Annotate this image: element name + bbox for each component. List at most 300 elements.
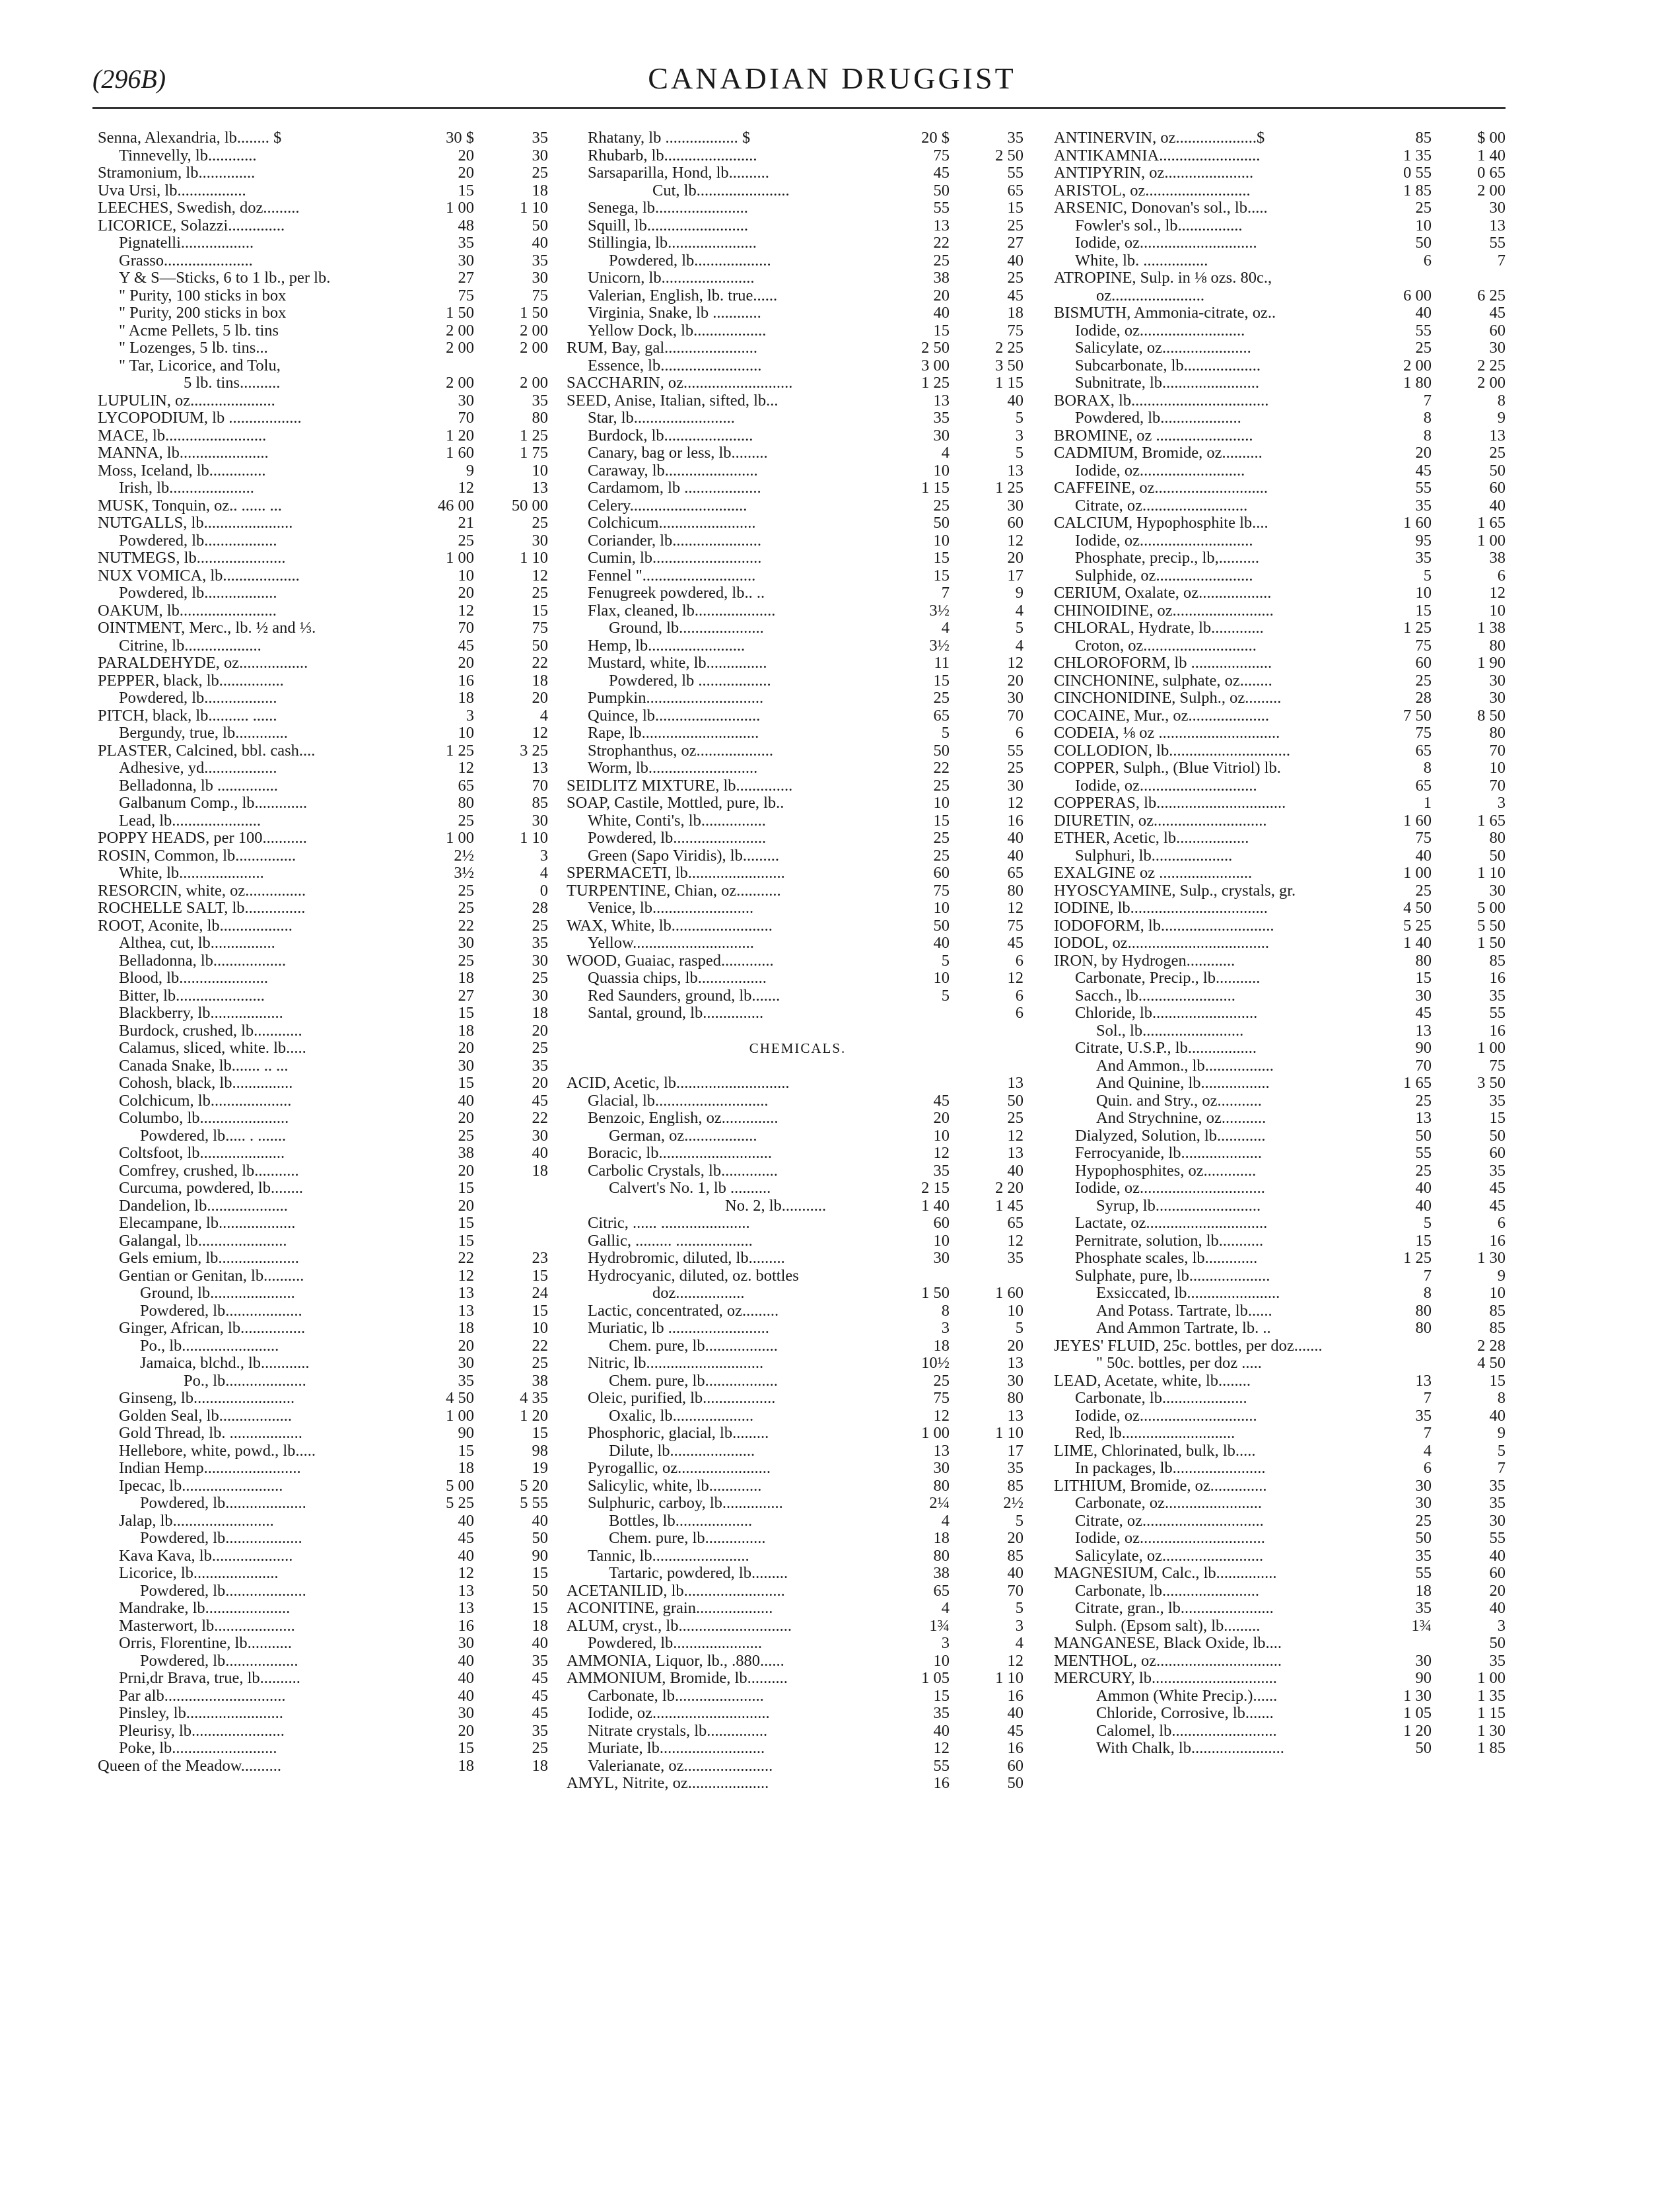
price-high: 35	[532, 1651, 548, 1670]
item-name: RESORCIN, white, oz...............	[98, 881, 306, 900]
price-low: 1 00	[1403, 864, 1432, 882]
price-high: 35	[532, 1721, 548, 1740]
price-row	[98, 830, 553, 847]
price-row	[1054, 760, 1511, 777]
item-name: Tartaric, powdered, lb.........	[609, 1564, 788, 1582]
price-low: 40	[458, 1651, 474, 1670]
price-high: 1 30	[1477, 1721, 1506, 1740]
item-name: Powdered, lb..... . .......	[140, 1126, 287, 1145]
price-high: 1 20	[520, 1406, 548, 1425]
item-name: Dialyzed, Solution, lb............	[1075, 1126, 1266, 1145]
price-row	[567, 1425, 1029, 1443]
price-high: 25	[532, 916, 548, 935]
price-low: 1 00	[446, 829, 474, 847]
item-name: With Chalk, lb.......................	[1096, 1739, 1284, 1757]
price-low: 50	[1415, 234, 1432, 252]
price-high: 85	[1007, 1476, 1023, 1495]
item-name: CHLOROFORM, lb ....................	[1054, 654, 1272, 672]
price-low: 55	[1415, 321, 1432, 339]
price-low: 1 15	[921, 479, 950, 497]
item-name: Senega, lb.......................	[588, 199, 748, 217]
price-low: 15	[933, 671, 950, 690]
price-row	[567, 742, 1029, 760]
item-name: Hydrocyanic, diluted, oz. bottles	[588, 1266, 799, 1285]
price-row	[1054, 1478, 1511, 1495]
item-name: BROMINE, oz ........................	[1054, 426, 1253, 445]
item-name: Phosphoric, glacial, lb.........	[588, 1424, 769, 1442]
price-row	[1054, 1408, 1511, 1425]
price-row	[1054, 357, 1511, 375]
item-name: Gels emium, lb....................	[119, 1249, 299, 1267]
price-low: 60	[933, 1214, 950, 1232]
price-high: 20	[1007, 671, 1023, 690]
price-high: 35	[532, 129, 548, 147]
item-name: MAGNESIUM, Calc., lb...............	[1054, 1564, 1277, 1582]
item-name: ANTIKAMNIA.........................	[1054, 146, 1261, 164]
price-row	[567, 1600, 1029, 1618]
price-low: 1 50	[921, 1284, 950, 1302]
item-name: JEYES' FLUID, 25c. bottles, per doz.......	[1054, 1336, 1323, 1355]
price-high: 35	[1007, 1249, 1023, 1267]
price-low: 65	[1415, 776, 1432, 795]
price-high: 25	[1007, 216, 1023, 234]
price-high: 3	[1015, 1616, 1023, 1635]
item-name: LICORICE, Solazzi..............	[98, 216, 285, 234]
price-row	[1054, 900, 1511, 917]
item-name: doz.................	[652, 1284, 745, 1302]
item-name: Columbo, lb......................	[119, 1109, 289, 1127]
price-row	[567, 1495, 1029, 1513]
price-low: 12	[933, 1406, 950, 1425]
item-name: Licorice, lb.....................	[119, 1564, 279, 1582]
price-row	[1054, 410, 1511, 427]
price-high: 25	[532, 1039, 548, 1057]
price-high: 70	[1489, 741, 1506, 760]
price-high: 1 15	[1477, 1704, 1506, 1722]
price-row	[98, 252, 553, 270]
item-name: MANNA, lb......................	[98, 444, 269, 462]
price-row	[567, 1320, 1029, 1338]
price-high: 1 10	[1477, 864, 1506, 882]
price-row	[1054, 725, 1511, 742]
price-row	[567, 847, 1029, 865]
item-name: COPPERAS, lb................................	[1054, 794, 1286, 812]
item-name: Phosphate scales, lb.............	[1075, 1249, 1258, 1267]
item-name: Rape, lb.............................	[588, 724, 759, 742]
price-high: 27	[1007, 234, 1023, 252]
price-low: 45	[1415, 461, 1432, 480]
price-high: 5	[1015, 444, 1023, 462]
price-row	[567, 987, 1029, 1005]
price-row	[567, 199, 1029, 217]
price-low: 40	[1415, 846, 1432, 865]
price-row	[1054, 1565, 1511, 1583]
item-name: Caraway, lb.......................	[588, 461, 758, 480]
price-row	[98, 602, 553, 620]
price-low: 65	[1415, 741, 1432, 760]
item-name: Iodide, oz.............................	[1075, 1406, 1257, 1425]
price-low: 10	[933, 1126, 950, 1145]
price-low: 20	[1415, 444, 1432, 462]
item-name: Adhesive, yd..................	[119, 759, 277, 777]
price-high: 2 00	[520, 339, 548, 357]
price-low: 7	[941, 584, 950, 602]
price-high: 60	[1489, 1564, 1506, 1582]
price-high: 12	[1007, 654, 1023, 672]
price-row	[98, 1022, 553, 1040]
price-low: 20	[458, 1161, 474, 1180]
price-high: 30	[532, 986, 548, 1005]
price-high: 45	[1489, 1196, 1506, 1215]
price-column-2	[567, 129, 1029, 1793]
price-low: 4	[941, 1511, 950, 1530]
item-name: TURPENTINE, Chian, oz...........	[567, 881, 781, 900]
item-name: Iodide, oz..........................	[1075, 461, 1245, 480]
price-low: 21	[458, 514, 474, 532]
item-name: Oleic, purified, lb..................	[588, 1389, 776, 1407]
price-low: 55	[933, 1756, 950, 1775]
price-high: 50	[532, 1529, 548, 1547]
price-high: 1 30	[1477, 1249, 1506, 1267]
item-name: Poke, lb..........................	[119, 1739, 277, 1757]
item-name: ARISTOL, oz..........................	[1054, 181, 1251, 199]
item-name: Subnitrate, lb........................	[1075, 374, 1260, 392]
price-high: 12	[1007, 1651, 1023, 1670]
price-low: 45	[933, 1091, 950, 1110]
price-low: 30	[458, 1056, 474, 1075]
item-name: ANTINERVIN, oz....................$	[1054, 129, 1265, 147]
price-high: 40	[1007, 1704, 1023, 1722]
price-high: 1 90	[1477, 654, 1506, 672]
item-name: Canada Snake, lb....... .. ...	[119, 1056, 289, 1075]
price-high: 15	[1489, 1109, 1506, 1127]
price-row	[98, 1565, 553, 1583]
price-row	[98, 1162, 553, 1180]
price-row	[98, 567, 553, 585]
price-high: 45	[532, 1704, 548, 1722]
price-high: 40	[1489, 1406, 1506, 1425]
item-name: LEAD, Acetate, white, lb........	[1054, 1371, 1251, 1390]
price-low: 35	[1415, 1599, 1432, 1617]
item-name: And Strychnine, oz...........	[1096, 1109, 1266, 1127]
item-name: Exsiccated, lb.......................	[1096, 1284, 1280, 1302]
price-low: 1 85	[1403, 181, 1432, 199]
item-name: COCAINE, Mur., oz....................	[1054, 706, 1269, 725]
price-low: 1 35	[1403, 146, 1432, 164]
price-high: 8	[1497, 1389, 1506, 1407]
item-name: Prni,dr Brava, true, lb..........	[119, 1669, 300, 1687]
item-name: Fowler's sol., lb................	[1075, 216, 1243, 234]
price-high: 5	[1015, 619, 1023, 637]
price-high: 3 50	[995, 356, 1023, 375]
price-high: 30	[1007, 1371, 1023, 1390]
item-name: PITCH, black, lb.......... ......	[98, 706, 277, 725]
price-high: 1 10	[995, 1424, 1023, 1442]
price-row	[567, 585, 1029, 602]
price-low: 30	[458, 1704, 474, 1722]
price-row	[1054, 1320, 1511, 1338]
price-row	[98, 1723, 553, 1740]
price-row	[1054, 1705, 1511, 1723]
price-row	[98, 1040, 553, 1057]
item-name: PARALDEHYDE, oz.................	[98, 654, 308, 672]
price-row	[98, 462, 553, 480]
price-high: 55	[1489, 1529, 1506, 1547]
item-name: CINCHONINE, sulphate, oz........	[1054, 671, 1272, 690]
price-high: 5 50	[1477, 916, 1506, 935]
price-high: 55	[1489, 1004, 1506, 1022]
item-name: Carbolic Crystals, lb..............	[588, 1161, 778, 1180]
price-row	[567, 1513, 1029, 1530]
price-row	[1054, 970, 1511, 987]
price-low: 13	[1415, 1109, 1432, 1127]
price-low: 15	[933, 549, 950, 567]
price-low: 1 60	[446, 444, 474, 462]
item-name: ARSENIC, Donovan's sol., lb.....	[1054, 199, 1268, 217]
price-high: 40	[532, 1634, 548, 1652]
price-row	[567, 1723, 1029, 1740]
price-low: 30	[458, 934, 474, 952]
price-row	[98, 304, 553, 322]
price-low: 15	[458, 1441, 474, 1460]
item-name: Lactic, concentrated, oz.........	[588, 1301, 779, 1320]
item-name: Salicylic, white, lb.............	[588, 1476, 762, 1495]
price-row	[567, 304, 1029, 322]
price-high: 12	[532, 724, 548, 742]
item-name: Calamus, sliced, white. lb.....	[119, 1039, 306, 1057]
item-name: Hypophosphites, oz.............	[1075, 1161, 1257, 1180]
price-high: 40	[1007, 251, 1023, 269]
price-low: 30	[458, 391, 474, 410]
price-row	[1054, 392, 1511, 410]
item-name: 5 lb. tins..........	[184, 374, 281, 392]
price-row	[567, 970, 1029, 987]
price-low: 2 00	[446, 339, 474, 357]
price-low: 2¼	[929, 1494, 950, 1512]
header-rule	[92, 107, 1506, 109]
item-name: In packages, lb.......................	[1075, 1459, 1266, 1477]
price-low: 40	[1415, 304, 1432, 322]
price-high: 8	[1497, 391, 1506, 410]
price-row	[567, 515, 1029, 532]
price-low: 1 65	[1403, 1074, 1432, 1092]
price-low: 45	[1415, 1004, 1432, 1022]
price-row	[1054, 1425, 1511, 1443]
item-name: ANTIPYRIN, oz......................	[1054, 164, 1254, 182]
price-row	[567, 602, 1029, 620]
price-high: 10	[532, 461, 548, 480]
item-name: Ground, lb.....................	[140, 1284, 295, 1302]
item-name: Nitrate crystals, lb...............	[588, 1721, 768, 1740]
price-low: 1 00	[921, 1424, 950, 1442]
price-low: 10	[933, 1651, 950, 1670]
item-name: Burdock, crushed, lb............	[119, 1021, 302, 1040]
item-name: Grasso......................	[119, 251, 253, 269]
price-low: 8	[1423, 426, 1432, 445]
price-row	[567, 637, 1029, 655]
price-low: 75	[458, 286, 474, 304]
price-row	[1054, 935, 1511, 952]
price-high: 80	[1007, 1389, 1023, 1407]
price-low: 5	[941, 724, 950, 742]
price-low: 1 80	[1403, 374, 1432, 392]
price-high: 6	[1497, 1214, 1506, 1232]
price-high: 16	[1489, 1021, 1506, 1040]
item-name: Pignatelli..................	[119, 234, 254, 252]
price-high: 12	[1489, 584, 1506, 602]
price-row	[1054, 1390, 1511, 1408]
price-row	[98, 1460, 553, 1478]
price-low: 40	[458, 1546, 474, 1565]
price-high: 1 65	[1477, 514, 1506, 532]
item-name: Powdered, lb....................	[1075, 409, 1241, 427]
price-row	[98, 427, 553, 445]
price-high: 10	[532, 1319, 548, 1337]
price-low: 40	[458, 1669, 474, 1687]
price-low: 25	[933, 689, 950, 707]
price-high: 30	[532, 531, 548, 550]
price-row	[1054, 1723, 1511, 1740]
price-row	[567, 1127, 1029, 1145]
item-name: Chem. pure, lb...............	[609, 1529, 766, 1547]
price-high: 4 35	[520, 1389, 548, 1407]
price-row	[98, 1373, 553, 1390]
price-row	[1054, 1005, 1511, 1022]
price-high: 12	[1007, 1126, 1023, 1145]
price-high: 15	[1007, 199, 1023, 217]
price-high: 7	[1497, 1459, 1506, 1477]
item-name: Citric, ...... ......................	[588, 1214, 750, 1232]
item-name: DIURETIN, oz............................	[1054, 811, 1267, 830]
item-name: LITHIUM, Bromide, oz..............	[1054, 1476, 1267, 1495]
price-low: 10	[933, 1231, 950, 1250]
price-row	[567, 164, 1029, 182]
price-high: 9	[1497, 409, 1506, 427]
item-name: Senna, Alexandria, lb........ $	[98, 129, 282, 147]
price-high: 60	[1489, 1144, 1506, 1162]
price-low: 80	[1415, 1301, 1432, 1320]
price-high: 18	[532, 1756, 548, 1775]
price-high: 4	[1015, 1634, 1023, 1652]
price-low: 40	[933, 1721, 950, 1740]
item-name: German, oz..................	[609, 1126, 757, 1145]
price-low: 4	[1423, 1441, 1432, 1460]
price-row	[1054, 164, 1511, 182]
price-low: 85	[1415, 129, 1432, 147]
price-row	[567, 1022, 1029, 1040]
item-name: Hydrobromic, diluted, lb.........	[588, 1249, 785, 1267]
price-low: 22	[458, 1249, 474, 1267]
price-row	[98, 1302, 553, 1320]
price-low: 8	[1423, 409, 1432, 427]
price-low: 15	[933, 321, 950, 339]
price-low: 25	[933, 776, 950, 795]
price-high: 8 50	[1477, 706, 1506, 725]
price-row	[1054, 375, 1511, 392]
price-high: 5	[1015, 1511, 1023, 1530]
price-high: 6	[1497, 566, 1506, 585]
item-name: HYOSCYAMINE, Sulp., crystals, gr.	[1054, 881, 1296, 900]
item-name: Pleurisy, lb.......................	[119, 1721, 285, 1740]
price-low: 25	[458, 899, 474, 917]
price-row	[1054, 462, 1511, 480]
price-row	[1054, 532, 1511, 550]
price-low: 1 25	[921, 374, 950, 392]
price-row	[567, 777, 1029, 795]
price-row	[1054, 690, 1511, 707]
price-row	[1054, 1635, 1511, 1653]
price-row	[1054, 672, 1511, 690]
price-row	[1054, 637, 1511, 655]
price-row	[567, 1075, 1029, 1092]
item-name: Sulphide, oz........................	[1075, 566, 1253, 585]
item-name: Powdered, lb..................	[119, 584, 277, 602]
price-high: 25	[532, 584, 548, 602]
item-name: ALUM, cryst., lb............................	[567, 1616, 792, 1635]
item-name: Y & S—Sticks, 6 to 1 lb., per lb.	[119, 269, 331, 287]
price-low: 4 50	[446, 1389, 474, 1407]
price-row	[1054, 1215, 1511, 1232]
price-high: 18	[532, 671, 548, 690]
item-name: Sulphuri, lb....................	[1075, 846, 1233, 865]
price-high: 30	[532, 269, 548, 287]
price-low: 13	[933, 391, 950, 410]
price-low: 35	[1415, 1406, 1432, 1425]
price-high: 1 10	[520, 549, 548, 567]
price-high: 25	[1007, 269, 1023, 287]
price-high: 40	[1007, 1564, 1023, 1582]
price-high: 12	[532, 566, 548, 585]
item-name: Coriander, lb......................	[588, 531, 762, 550]
item-name: Lead, lb......................	[119, 811, 261, 830]
price-high: 45	[532, 1686, 548, 1705]
price-high: 75	[1007, 916, 1023, 935]
item-name: Boracic, lb............................	[588, 1144, 772, 1162]
price-high: 85	[1489, 1301, 1506, 1320]
price-high: 75	[1489, 1056, 1506, 1075]
price-high: 60	[1489, 479, 1506, 497]
item-name: Fennel "............................	[588, 566, 756, 585]
price-high: 40	[1007, 391, 1023, 410]
item-name: Carbonate, lb......................	[588, 1686, 764, 1705]
price-row	[1054, 812, 1511, 830]
item-name: Powdered, lb..................	[140, 1651, 298, 1670]
price-low: 18	[458, 1319, 474, 1337]
price-low: 18	[933, 1336, 950, 1355]
item-name: Oxalic, lb....................	[609, 1406, 754, 1425]
item-name: Kava Kava, lb....................	[119, 1546, 293, 1565]
price-row	[98, 1250, 553, 1267]
price-low: 40	[933, 934, 950, 952]
item-name: Squill, lb.........................	[588, 216, 748, 234]
price-low: 25	[1415, 671, 1432, 690]
price-high: 1 85	[1477, 1739, 1506, 1757]
price-high: 13	[532, 759, 548, 777]
item-name: Queen of the Meadow..........	[98, 1756, 282, 1775]
item-name: Yellow..............................	[588, 934, 754, 952]
price-low: 4	[941, 444, 950, 462]
item-name: Croton, oz............................	[1075, 636, 1257, 655]
price-low: 25	[1415, 1161, 1432, 1180]
price-low: 1 25	[446, 741, 474, 760]
price-high: 2 00	[1477, 374, 1506, 392]
price-high: 98	[532, 1441, 548, 1460]
price-low: 15	[1415, 969, 1432, 987]
item-name: Orris, Florentine, lb...........	[119, 1634, 292, 1652]
price-low: 40	[1415, 1196, 1432, 1215]
price-row	[567, 427, 1029, 445]
price-low: 16	[458, 671, 474, 690]
